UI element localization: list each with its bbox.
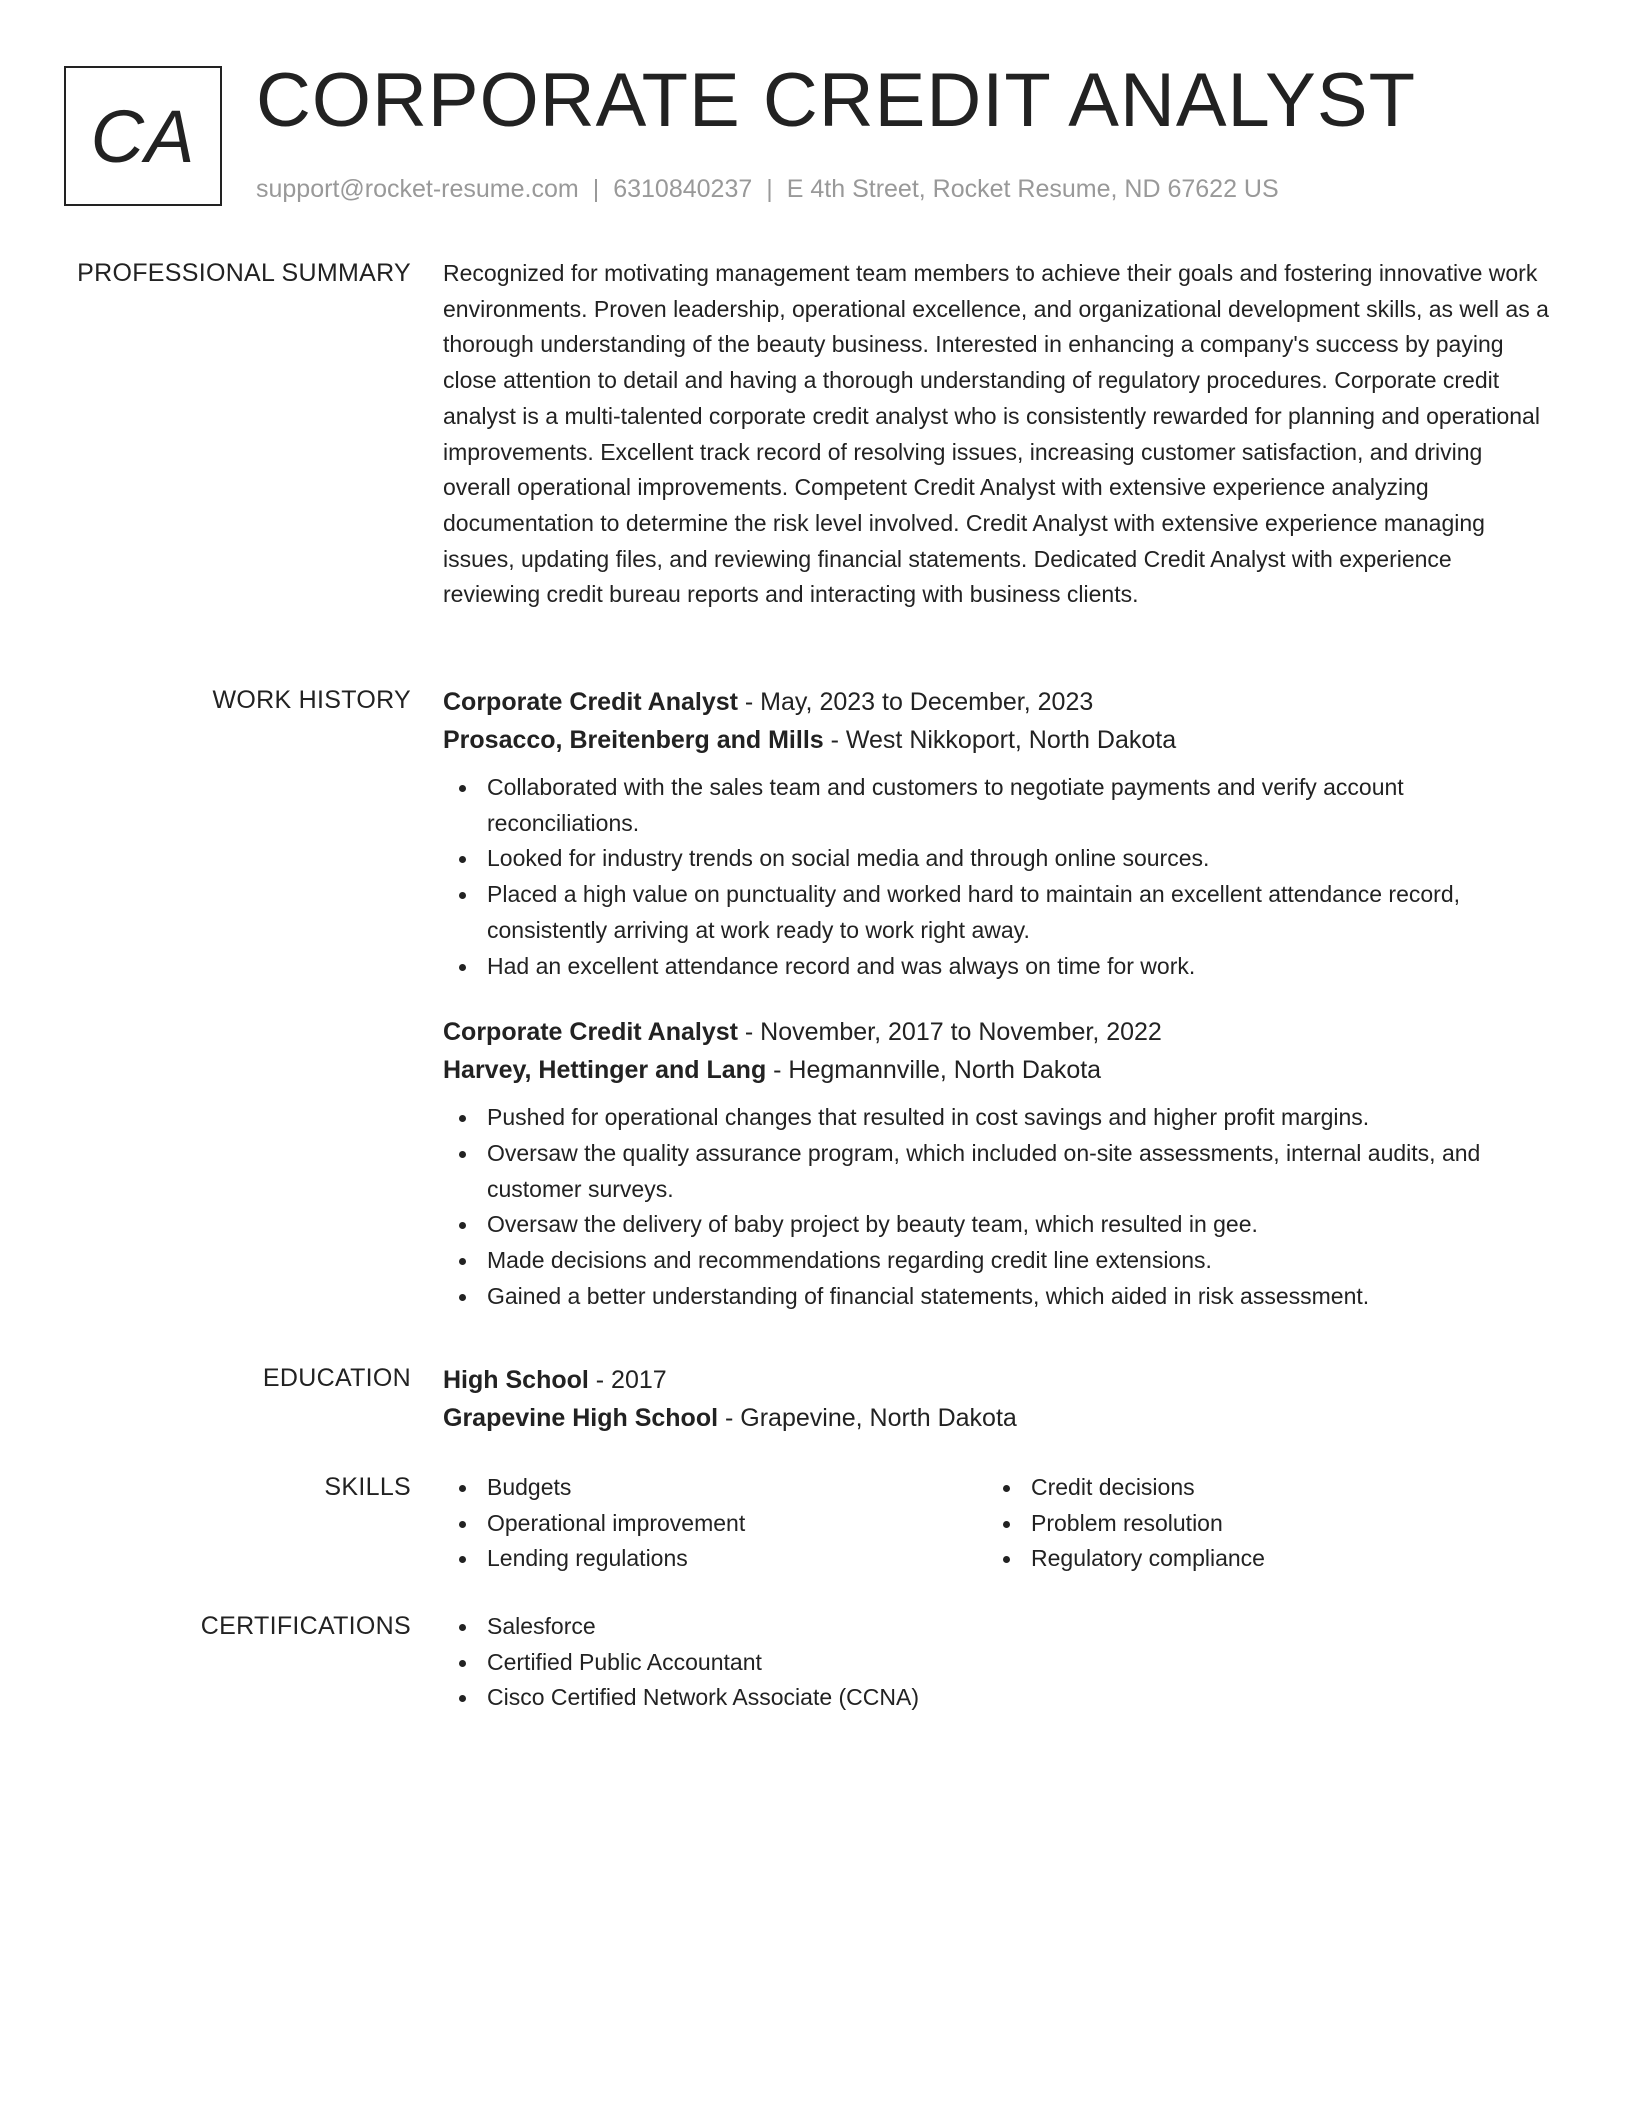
list-item: Collaborated with the sales team and customers to negotiate payments and verify account reconciliations. <box>487 770 1555 841</box>
monogram-initials: CA <box>90 94 196 178</box>
list-item: Regulatory compliance <box>1031 1541 1531 1577</box>
skills-grid <box>443 1470 1555 1577</box>
list-item: Credit decisions <box>1031 1470 1531 1506</box>
job-title-line <box>443 683 1555 721</box>
list-item: Pushed for operational changes that resulted in cost savings and higher profit margins. <box>487 1100 1555 1136</box>
section-label: CERTIFICATIONS <box>200 1612 411 1640</box>
list-item: Certified Public Accountant <box>487 1645 1555 1681</box>
education-school-line <box>443 1399 1555 1437</box>
list-item: Salesforce <box>487 1609 1555 1645</box>
section-label: SKILLS <box>324 1473 411 1501</box>
job-dates: - May, 2023 to December, 2023 <box>737 688 1094 716</box>
summary-text: Recognized for motivating management team members to achieve their goals and fostering innovative work environments. Proven leadership, operational excellence, and organizational development skills, as well as a thorough understanding of the beauty business. Interested in enhancing a company's success by paying close attention to detail and having a thorough understanding of regulatory procedures. Corporate credit analyst is a multi-talented corporate credit analyst who is consistently rewarded for planning and operational improvements. Excellent track record of resolving issues, increasing customer satisfaction, and driving overall operational improvements. Competent Credit Analyst with extensive experience analyzing documentation to determine the risk level involved. Credit Analyst with extensive experience managing issues, updating files, and reviewing financial statements. Dedicated Credit Analyst with experience reviewing credit bureau reports and interacting with business clients. <box>443 260 1549 608</box>
section-body <box>443 683 1555 1314</box>
resume-title: CORPORATE CREDIT ANALYST <box>256 58 1416 143</box>
education-location: - Grapevine, North Dakota <box>718 1404 1017 1432</box>
section-label: EDUCATION <box>262 1364 411 1392</box>
job-entry <box>443 683 1555 984</box>
list-item: Made decisions and recommendations regarding credit line extensions. <box>487 1243 1555 1279</box>
job-entry <box>443 1013 1555 1314</box>
job-title-line <box>443 1013 1555 1051</box>
contact-separator: | <box>766 175 773 203</box>
section-label: WORK HISTORY <box>212 686 411 714</box>
job-company: Prosacco, Breitenberg and Mills <box>443 726 824 754</box>
section-body <box>443 1609 1555 1716</box>
education-year: - 2017 <box>588 1366 667 1394</box>
skills-list <box>443 1470 987 1577</box>
job-company-line <box>443 721 1555 759</box>
education-degree: High School <box>443 1366 589 1394</box>
skills-list <box>987 1470 1531 1577</box>
job-location: - Hegmannville, North Dakota <box>766 1056 1102 1085</box>
job-duties-list <box>443 770 1555 984</box>
section-body <box>443 1470 1555 1577</box>
contact-email: support@rocket-resume.com <box>256 175 579 203</box>
education-degree-line <box>443 1361 1555 1399</box>
list-item: Gained a better understanding of financial statements, which aided in risk assessment. <box>487 1279 1555 1315</box>
section-body <box>443 1361 1555 1437</box>
contact-phone: 6310840237 <box>613 175 753 203</box>
job-dates: - November, 2017 to November, 2022 <box>737 1018 1162 1047</box>
section-body <box>443 256 1555 613</box>
list-item: Looked for industry trends on social media and through online sources. <box>487 841 1555 877</box>
list-item: Cisco Certified Network Associate (CCNA) <box>487 1680 1555 1716</box>
contact-address: E 4th Street, Rocket Resume, ND 67622 US <box>786 175 1279 203</box>
list-item: Oversaw the delivery of baby project by beauty team, which resulted in gee. <box>487 1207 1555 1243</box>
skills-column-right <box>987 1470 1531 1577</box>
list-item: Budgets <box>487 1470 987 1506</box>
job-company: Harvey, Hettinger and Lang <box>443 1056 767 1085</box>
job-location: - West Nikkoport, North Dakota <box>823 726 1177 754</box>
contact-separator: | <box>592 175 600 203</box>
list-item: Had an excellent attendance record and was always on time for work. <box>487 949 1555 985</box>
list-item: Problem resolution <box>1031 1506 1531 1542</box>
certifications-list <box>443 1609 1555 1716</box>
list-item: Oversaw the quality assurance program, which included on-site assessments, internal audits, and customer surveys. <box>487 1136 1555 1207</box>
job-title: Corporate Credit Analyst <box>443 688 738 716</box>
job-title: Corporate Credit Analyst <box>443 1018 738 1047</box>
job-duties-list <box>443 1100 1555 1314</box>
education-school: Grapevine High School <box>443 1404 719 1432</box>
list-item: Lending regulations <box>487 1541 987 1577</box>
list-item: Operational improvement <box>487 1506 987 1542</box>
job-company-line <box>443 1051 1555 1089</box>
list-item: Placed a high value on punctuality and worked hard to maintain an excellent attendance record, consistently arriving at work ready to work right away. <box>487 877 1555 948</box>
monogram-badge <box>64 66 222 206</box>
skills-column-left <box>443 1470 987 1577</box>
section-label: PROFESSIONAL SUMMARY <box>77 259 411 287</box>
contact-line <box>256 172 1279 206</box>
